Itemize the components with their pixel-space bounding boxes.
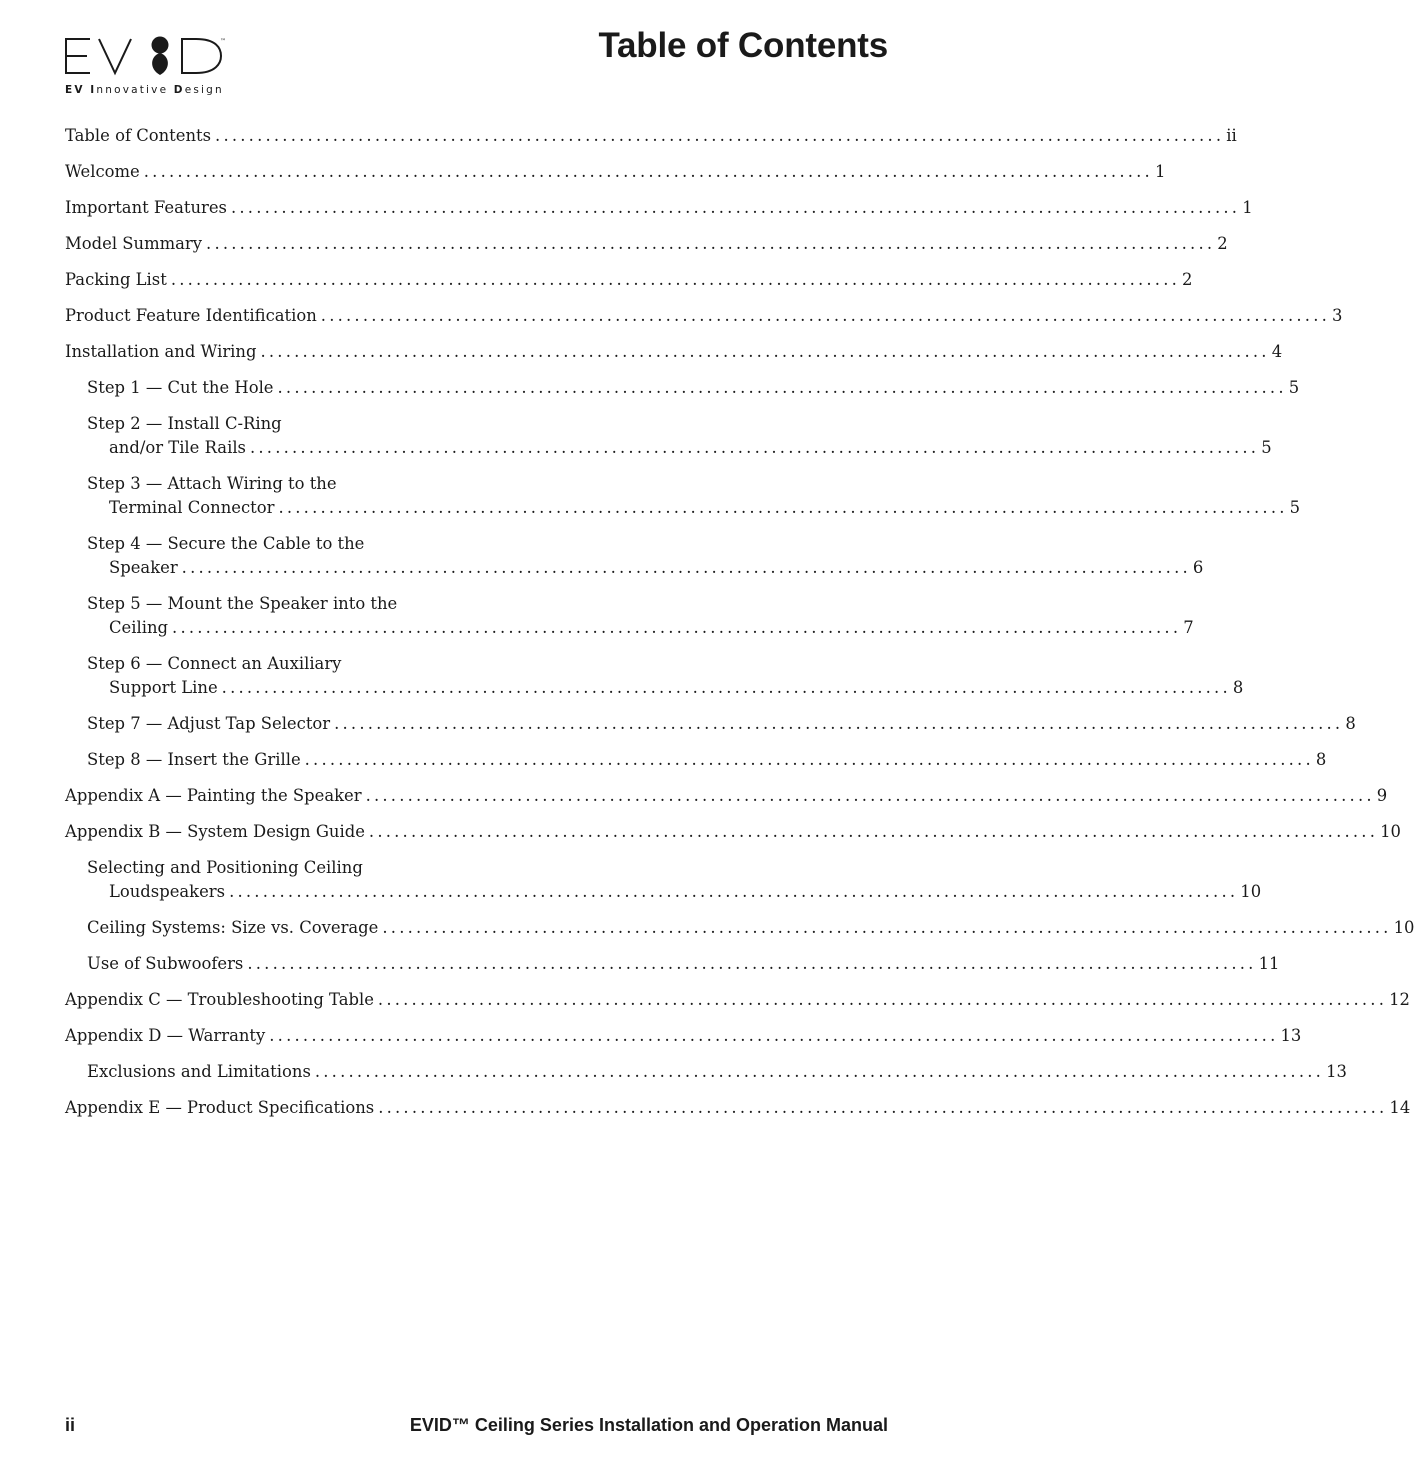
dot-leader: ........................................................................................................................ [278,498,1288,517]
toc-entry-text: Step 5 — Mount the Speaker into the [87,594,398,613]
toc-entry-text: Packing List [65,270,167,289]
toc-entry[interactable] [87,952,1280,976]
toc-page-number: 9 [1376,786,1388,805]
toc-entry[interactable] [65,268,1193,292]
toc-page-number: 14 [1389,1098,1411,1117]
toc-entry[interactable] [87,856,1262,904]
toc-entry[interactable] [87,376,1300,400]
toc-entry-text: Step 1 — Cut the Hole [87,378,274,397]
dot-leader: ........................................................................................................................ [277,378,1287,397]
toc-entry-text: and/or Tile Rails [109,438,246,457]
toc-entry-text: Appendix C — Troubleshooting Table [65,990,374,1009]
toc-entry-text: Step 2 — Install C-Ring [87,414,282,433]
toc-entry[interactable] [87,712,1356,736]
page-title: Table of Contents [598,26,888,65]
toc-entry-text: Selecting and Positioning Ceiling [87,858,363,877]
toc-entry-text: Step 7 — Adjust Tap Selector [87,714,331,733]
toc-entry-text: Step 3 — Attach Wiring to the [87,474,337,493]
trademark-symbol: ™ [220,38,226,45]
toc-entry-text: Appendix B — System Design Guide [65,822,365,841]
toc-entry[interactable] [65,196,1253,220]
dot-leader: ........................................................................................................................ [230,198,1241,217]
dot-leader: ........................................................................................................................ [143,162,1153,181]
toc-page-number: 5 [1288,378,1300,397]
toc-page-number: 7 [1183,618,1194,637]
toc-page-number: 8 [1315,750,1327,769]
toc-page-number: 8 [1345,714,1356,733]
evid-wordmark-icon [64,34,234,80]
toc-entry-text: Terminal Connector [109,498,275,517]
toc-entry-text: Installation and Wiring [65,342,257,361]
evid-logo [64,34,234,100]
toc-entry[interactable] [87,412,1272,460]
toc-entry-text: Important Features [65,198,227,217]
toc-page-number: 10 [1380,822,1401,841]
toc-entry-text: Product Feature Identification [65,306,317,325]
toc-entry[interactable] [87,652,1244,700]
table-of-contents [65,124,1414,1120]
toc-entry[interactable] [87,592,1194,640]
dot-leader: ........................................................................................................................ [365,786,1375,805]
toc-page-number: 3 [1332,306,1343,325]
toc-entry[interactable] [87,1060,1347,1084]
dot-leader: ........................................................................................................................ [221,678,1231,697]
toc-page-number: 5 [1289,498,1301,517]
toc-entry-text: Step 6 — Connect an Auxiliary [87,654,342,673]
toc-entry[interactable] [65,232,1228,256]
toc-page-number: 11 [1258,954,1280,973]
toc-entry[interactable] [87,472,1301,520]
toc-entry[interactable] [65,124,1237,148]
toc-page-number: 13 [1326,1062,1347,1081]
toc-page-number: 1 [1154,162,1166,181]
toc-entry[interactable] [65,340,1283,364]
toc-entry-text: Loudspeakers [109,882,226,901]
toc-entry[interactable] [65,1024,1302,1048]
dot-leader: ........................................................................................................................ [170,270,1181,289]
toc-entry[interactable] [65,1096,1411,1120]
dot-leader: ........................................................................................................................ [377,990,1388,1009]
toc-entry-text: Table of Contents [65,126,212,145]
dot-leader: ........................................................................................................................ [382,918,1392,937]
toc-entry-text: Appendix E — Product Specifications [65,1098,375,1117]
footer-manual-title: EVID™ Ceiling Series Installation and Operation Manual [409,1415,888,1435]
toc-entry-text: Step 8 — Insert the Grille [87,750,301,769]
toc-entry-text: Appendix A — Painting the Speaker [65,786,362,805]
toc-entry-text: Exclusions and Limitations [87,1062,311,1081]
toc-page-number: 2 [1182,270,1193,289]
toc-entry[interactable] [65,988,1410,1012]
toc-entry[interactable] [65,160,1166,184]
toc-entry[interactable] [65,304,1343,328]
toc-page-number: 2 [1217,234,1228,253]
dot-leader: ........................................................................................................................ [378,1098,1388,1117]
dot-leader: ........................................................................................................................ [215,126,1225,145]
page-footer [65,1415,888,1436]
toc-entry-text: Use of Subwoofers [87,954,244,973]
dot-leader: ........................................................................................................................ [334,714,1344,733]
toc-page-number: 4 [1271,342,1283,361]
dot-leader: ........................................................................................................................ [260,342,1270,361]
toc-page-number: ii [1226,126,1237,145]
dot-leader: ........................................................................................................................ [181,558,1191,577]
dot-leader: ........................................................................................................................ [304,750,1314,769]
logo-tagline: EV Innovative Design [65,84,224,96]
dot-leader: ........................................................................................................................ [172,618,1182,637]
toc-page-number: 1 [1242,198,1253,217]
dot-leader: ........................................................................................................................ [206,234,1216,253]
toc-entry-text: Support Line [109,678,218,697]
dot-leader: ........................................................................................................................ [269,1026,1279,1045]
footer-page-number: ii [65,1415,76,1435]
toc-entry[interactable] [87,532,1204,580]
toc-entry[interactable] [65,784,1388,808]
dot-leader: ........................................................................................................................ [368,822,1379,841]
dot-leader: ........................................................................................................................ [229,882,1239,901]
dot-leader: ........................................................................................................................ [249,438,1260,457]
toc-entry-text: Step 4 — Secure the Cable to the [87,534,365,553]
toc-page-number: 10 [1393,918,1414,937]
dot-leader: ........................................................................................................................ [314,1062,1325,1081]
toc-page-number: 12 [1389,990,1410,1009]
toc-page-number: 13 [1280,1026,1302,1045]
toc-entry[interactable] [87,748,1327,772]
toc-entry-text: Appendix D — Warranty [65,1026,266,1045]
dot-leader: ........................................................................................................................ [247,954,1257,973]
toc-page-number: 6 [1192,558,1204,577]
toc-entry-text: Ceiling Systems: Size vs. Coverage [87,918,379,937]
toc-page-number: 5 [1261,438,1272,457]
toc-entry-text: Model Summary [65,234,203,253]
toc-entry[interactable] [87,916,1414,940]
toc-entry-text: Speaker [109,558,178,577]
toc-page-number: 8 [1232,678,1244,697]
toc-entry[interactable] [65,820,1401,844]
toc-entry-text: Ceiling [109,618,169,637]
dot-leader: ........................................................................................................................ [320,306,1331,325]
toc-entry-text: Welcome [65,162,140,181]
toc-page-number: 10 [1240,882,1262,901]
